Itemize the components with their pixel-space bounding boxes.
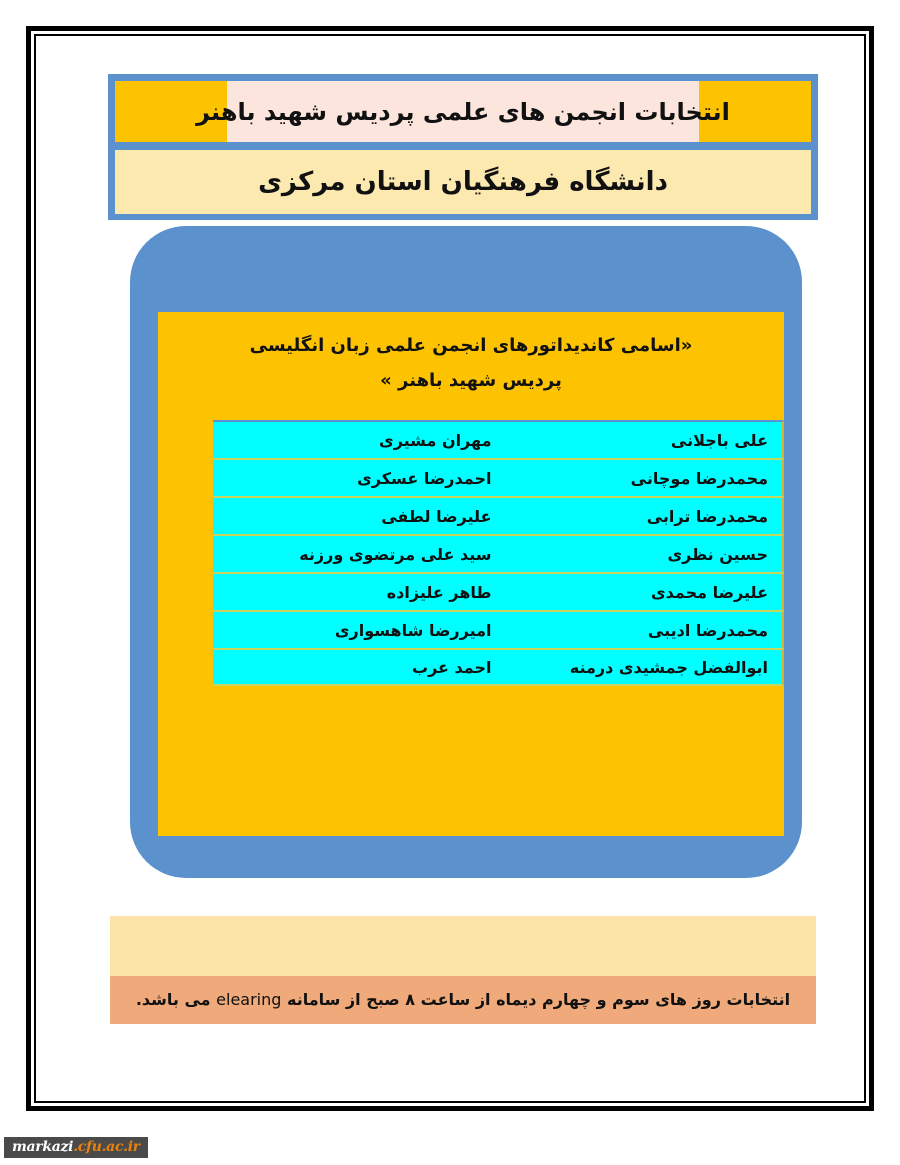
note-text-part1: انتخابات روز های سوم و چهارم دیماه از ساعت ۸ صبح از سامانه: [281, 990, 791, 1009]
table-row: [213, 572, 784, 610]
election-schedule-note-text: [136, 992, 790, 1008]
note-text-part2: می باشد.: [135, 990, 217, 1009]
candidates-card: [158, 312, 784, 836]
candidates-table-title: [158, 312, 784, 412]
candidate-name-left: احمدرضا عسکری: [357, 468, 492, 488]
candidate-name-left: علیرضا لطفی: [381, 506, 492, 526]
candidates-table-title-line1: «اسامی کاندیداتورهای انجمن علمی زبان انگلیسی: [249, 335, 693, 356]
candidate-name-left: مهران مشیری: [379, 430, 492, 450]
candidate-name-right: ابوالفضل جمشیدی درمنه: [569, 657, 768, 677]
table-row: [213, 648, 784, 686]
poster-title-line1: انتخابات انجمن های علمی پردیس شهید باهنر: [196, 97, 730, 126]
table-row: [213, 534, 784, 572]
watermark-site-name: markazi: [12, 1139, 74, 1155]
candidate-name-right: علیرضا محمدی: [650, 582, 768, 602]
candidate-name-left: سید علی مرتضوی ورزنه: [299, 544, 492, 564]
header-title-bar-primary: [115, 81, 811, 142]
watermark-site-domain: .cfu.ac.ir: [73, 1139, 140, 1155]
candidates-table-title-line2: پردیس شهید باهنر »: [380, 370, 562, 392]
candidates-panel: [130, 226, 802, 878]
candidate-name-left: احمد عرب: [411, 657, 492, 677]
site-watermark: [4, 1137, 148, 1158]
candidate-name-right: حسین نظری: [667, 544, 768, 564]
poster-header: [108, 74, 818, 220]
table-row: [213, 610, 784, 648]
poster-title-line2: دانشگاه فرهنگیان استان مرکزی: [258, 167, 668, 197]
candidate-name-left: امیررضا شاهسواری: [334, 620, 492, 640]
table-row: [213, 420, 784, 458]
header-title-bar-secondary: [115, 150, 811, 214]
candidate-name-right: محمدرضا موچانی: [630, 468, 768, 488]
table-row: [213, 458, 784, 496]
header-divider: [115, 142, 811, 150]
candidate-name-right: محمدرضا ترابی: [646, 506, 768, 526]
footer-panel: [110, 916, 816, 1024]
table-row: [213, 496, 784, 534]
election-schedule-note: [110, 976, 816, 1024]
candidates-list: [213, 420, 784, 686]
note-platform-name: elearing: [216, 990, 282, 1009]
candidate-name-left: طاهر علیزاده: [386, 582, 492, 602]
candidate-name-right: علی باجلانی: [670, 430, 768, 450]
candidate-name-right: محمدرضا ادیبی: [647, 620, 768, 640]
